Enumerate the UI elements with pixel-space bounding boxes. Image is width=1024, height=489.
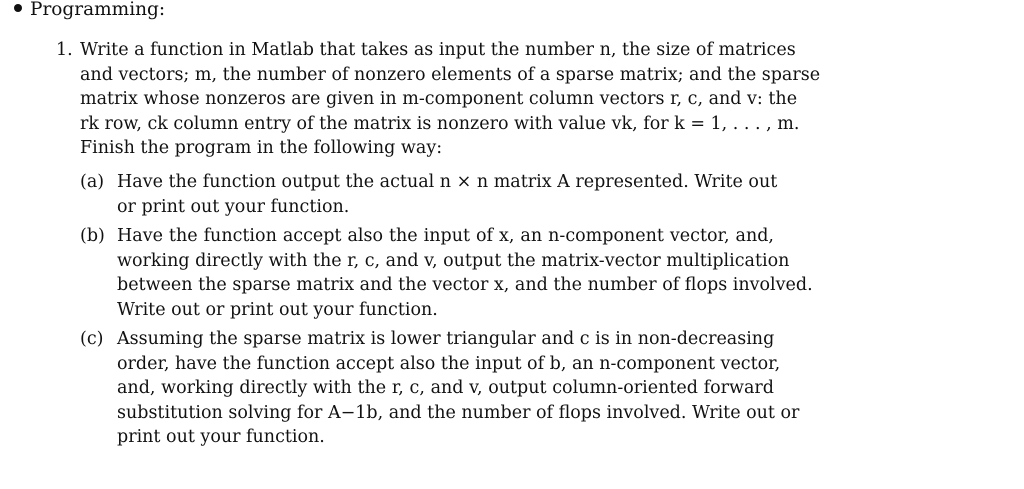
subpart-text — [117, 170, 778, 219]
subpart-line: between the sparse matrix and the vector x, and the number of flops involved. — [117, 275, 813, 295]
problem-1 — [56, 38, 821, 161]
bullet-icon — [14, 4, 22, 12]
subpart-line: Have the function output the actual n × n matrix A represented. Write out — [117, 172, 778, 192]
subpart-c — [80, 327, 800, 450]
section-title: Programming: — [30, 0, 166, 20]
subpart-line: substitution solving for A−1b, and the number of flops involved. Write out or — [117, 402, 800, 423]
subpart-line: or print out your function. — [117, 196, 350, 217]
section-header — [14, 0, 165, 22]
problem-line: matrix whose nonzeros are given in m-component column vectors r, c, and v: the — [80, 89, 798, 109]
subpart-label: (c) — [80, 329, 104, 349]
subparts-list — [80, 170, 813, 455]
subpart-line: order, have the function accept also the input of b, an n-component vector, — [117, 353, 781, 374]
subpart-text — [117, 224, 813, 322]
subpart-a — [80, 170, 778, 219]
problem-line: Finish the program in the following way: — [80, 138, 443, 158]
subpart-line: print out your function. — [117, 427, 325, 447]
subpart-line: and, working directly with the r, c, and v, output column-oriented forward — [117, 378, 774, 398]
subpart-line: Write out or print out your function. — [117, 299, 438, 320]
subpart-line: Assuming the sparse matrix is lower triangular and c is in non-decreasing — [117, 329, 775, 349]
problem-number: 1. — [56, 40, 73, 60]
subpart-b — [80, 224, 813, 322]
problem-line: Write a function in Matlab that takes as input the number n, the size of matrices — [80, 40, 796, 60]
problem-line: rk row, ck column entry of the matrix is nonzero with value vk, for k = 1, . . . , m. — [80, 113, 800, 134]
problem-line: and vectors; m, the number of nonzero elements of a sparse matrix; and the sparse — [80, 64, 821, 85]
subpart-line: working directly with the r, c, and v, output the matrix-vector multiplication — [117, 250, 790, 271]
problem-statement — [80, 38, 821, 161]
subpart-text — [117, 327, 800, 450]
subpart-line: Have the function accept also the input of x, an n-component vector, and, — [117, 226, 774, 246]
subpart-label: (b) — [80, 226, 105, 246]
subpart-label: (a) — [80, 172, 105, 192]
